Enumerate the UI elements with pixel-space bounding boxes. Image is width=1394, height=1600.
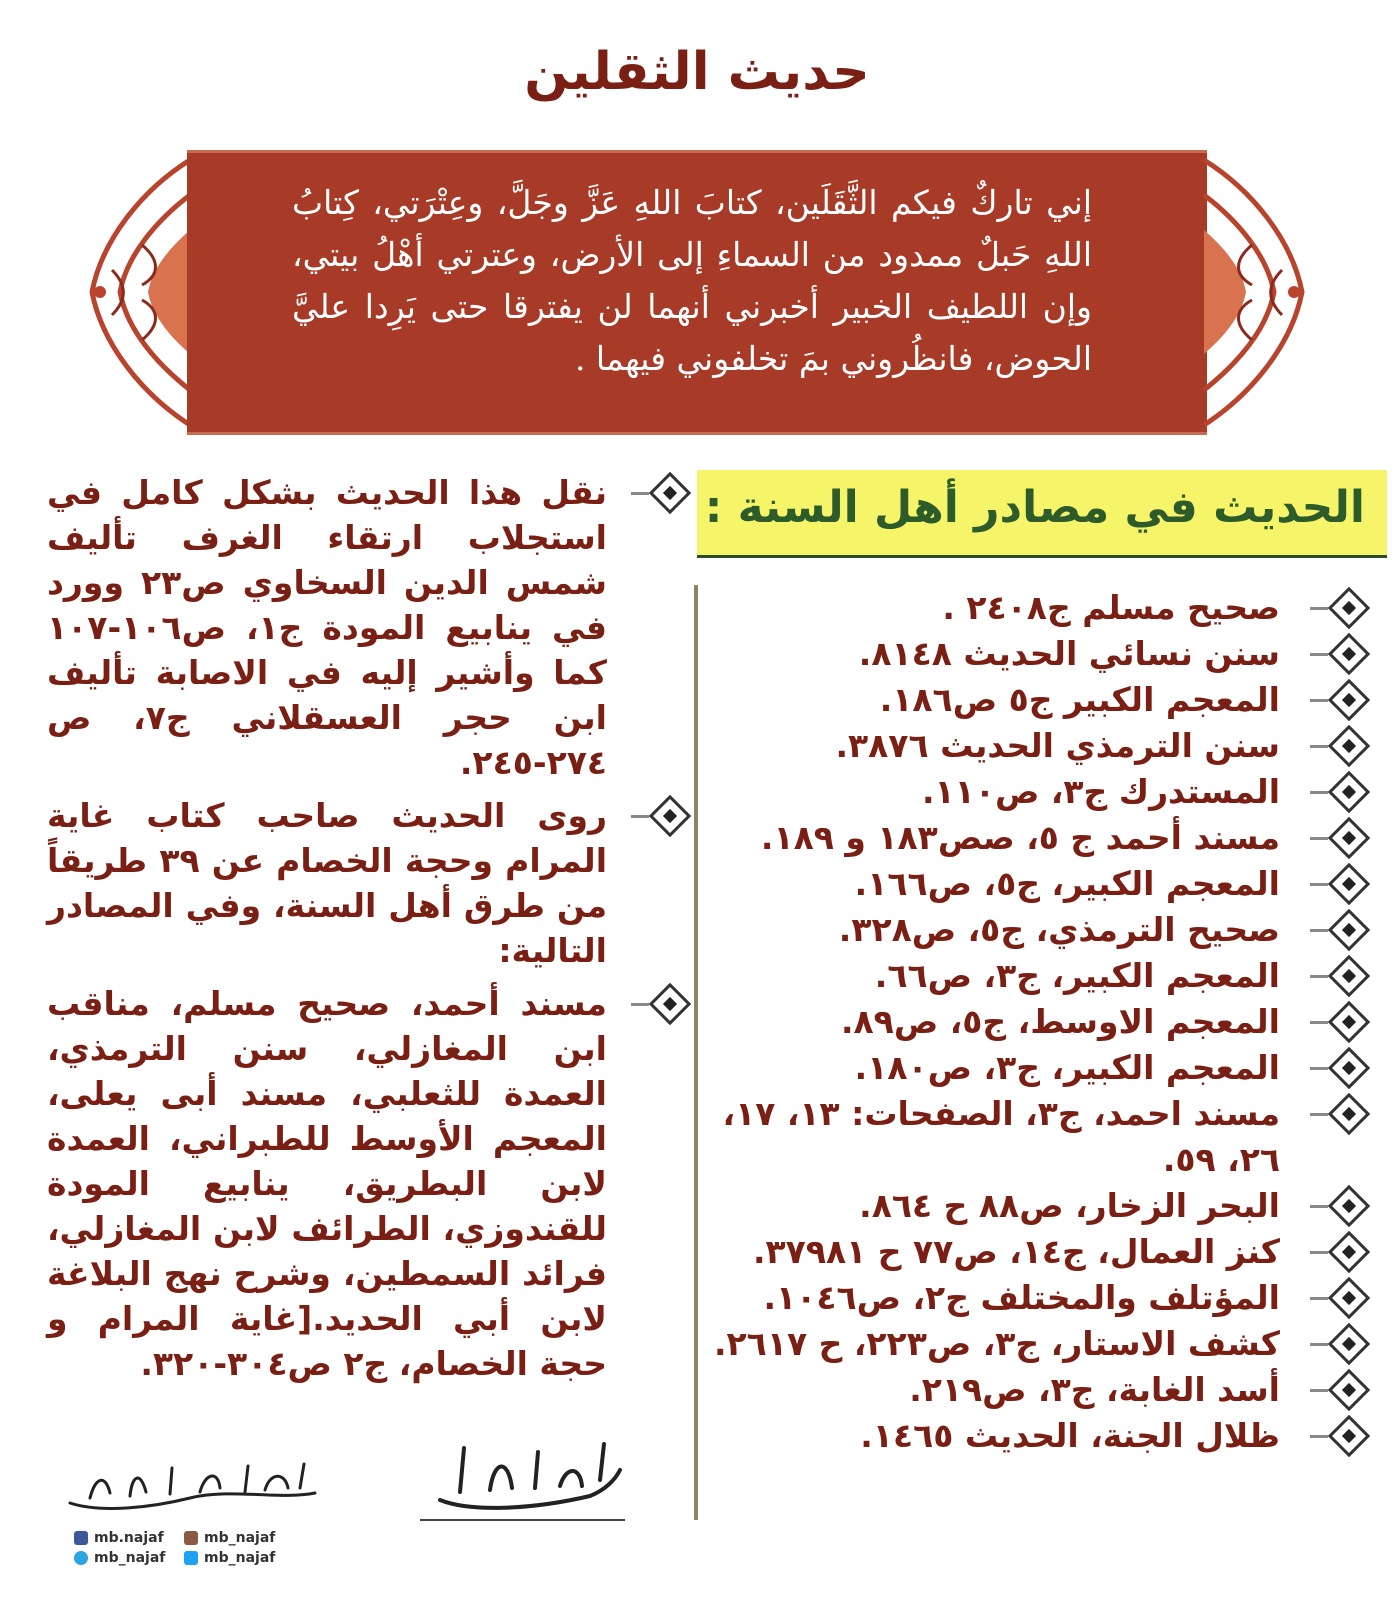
section-heading-text: الحديث في مصادر أهل السنة : xyxy=(704,482,1365,533)
source-text: صحيح الترمذي، ج٥، ص٣٢٨. xyxy=(838,910,1280,949)
left-ornament-icon xyxy=(82,150,192,435)
note-item xyxy=(47,470,689,785)
list-item xyxy=(712,999,1372,1045)
note-text: مسند أحمد، صحيح مسلم، مناقب ابن المغازلي، سنن الترمذي، العمدة للثعلبي، مسند أبى يعلى، المعجم الأوسط للطبراني، العمدة لابن البطريق، ينابيع المودة للقندوزي، الطرائف لابن المغازلي، فرائد السمطين، وشرح نهج البلاغة لابن أبي الحديد.[غاية المرام و حجة الخصام، ج٢ ص٣٠٤-٣٢٠. xyxy=(47,984,607,1383)
telegram-handle[interactable]: mb_najaf xyxy=(74,1550,184,1566)
diamond-bullet-icon xyxy=(631,801,685,831)
telegram-icon xyxy=(74,1551,88,1565)
instagram-handle[interactable]: mb_najaf xyxy=(184,1530,294,1546)
source-text: صحيح مسلم ج٢٤٠٨ . xyxy=(942,588,1280,627)
banner-panel xyxy=(187,150,1207,435)
note-item xyxy=(47,981,689,1386)
list-item xyxy=(712,907,1372,953)
diamond-bullet-icon xyxy=(1310,1237,1364,1267)
social-handles xyxy=(74,1530,294,1566)
wikipedia-calligraphy-logo xyxy=(420,1430,630,1525)
source-text: كنز العمال، ج١٤، ص٧٧ ح ٣٧٩٨١. xyxy=(752,1232,1280,1271)
diamond-bullet-icon xyxy=(1310,777,1364,807)
diamond-bullet-icon xyxy=(1310,593,1364,623)
facebook-handle[interactable]: mb.najaf xyxy=(74,1530,184,1546)
list-item xyxy=(712,677,1372,723)
source-text: كشف الاستار، ج٣، ص٢٢٣، ح ٢٦١٧. xyxy=(713,1324,1280,1363)
instagram-icon xyxy=(184,1531,198,1545)
diamond-bullet-icon xyxy=(1310,1375,1364,1405)
list-item xyxy=(712,1367,1372,1413)
source-text: مسند احمد، ج٣، الصفحات: ١٣، ١٧، ٢٦، ٥٩. xyxy=(722,1094,1280,1179)
list-item xyxy=(712,585,1372,631)
diamond-bullet-icon xyxy=(1310,731,1364,761)
list-item xyxy=(712,1091,1372,1183)
list-item xyxy=(712,769,1372,815)
diamond-bullet-icon xyxy=(1310,1007,1364,1037)
diamond-bullet-icon xyxy=(631,478,685,508)
list-item xyxy=(712,815,1372,861)
diamond-bullet-icon xyxy=(1310,961,1364,991)
hadith-banner xyxy=(82,150,1312,435)
list-item xyxy=(712,1413,1372,1459)
diamond-bullet-icon xyxy=(1310,869,1364,899)
diamond-bullet-icon xyxy=(1310,1099,1364,1129)
source-text: المعجم الكبير، ج٣، ص١٨٠. xyxy=(854,1048,1280,1087)
twitter-icon xyxy=(184,1551,198,1565)
diamond-bullet-icon xyxy=(1310,1329,1364,1359)
hadith-text: إني تاركٌ فيكم الثَّقَلَين، كتابَ اللهِ عَزَّ وجَلَّ، وعِتْرَتي، كِتابُ اللهِ حَبلٌ ممدود من السماءِ إلى الأرض، وعترتي أهْلُ بيتي، وإن اللطيف الخبير أخبرني أنهما لن يفترقا حتى يَرِدا عليَّ الحوض، فانظُروني بمَ تخلفوني فيهما . xyxy=(292,183,1092,378)
list-item xyxy=(712,631,1372,677)
source-text: المعجم الكبير ج٥ ص١٨٦. xyxy=(879,680,1280,719)
list-item xyxy=(712,1045,1372,1091)
diamond-bullet-icon xyxy=(1310,1283,1364,1313)
list-item xyxy=(712,1275,1372,1321)
source-text: المستدرك ج٣، ص١١٠. xyxy=(921,772,1280,811)
section-heading xyxy=(697,470,1387,558)
column-divider xyxy=(694,585,698,1520)
author-signature-logo xyxy=(60,1458,325,1518)
source-text: ظلال الجنة، الحديث ١٤٦٥. xyxy=(860,1416,1280,1455)
facebook-icon xyxy=(74,1531,88,1545)
notes-list xyxy=(47,470,689,1394)
diamond-bullet-icon xyxy=(1310,685,1364,715)
note-text: روى الحديث صاحب كتاب غاية المرام وحجة الخصام عن ٣٩ طريقاً من طرق أهل السنة، وفي المصادر التالية: xyxy=(47,796,608,970)
list-item xyxy=(712,1183,1372,1229)
list-item xyxy=(712,861,1372,907)
diamond-bullet-icon xyxy=(1310,823,1364,853)
source-text: المعجم الكبير، ج٣، ص٦٦. xyxy=(874,956,1280,995)
diamond-bullet-icon xyxy=(1310,1421,1364,1451)
source-text: المعجم الاوسط، ج٥، ص٨٩. xyxy=(840,1002,1280,1041)
source-text: سنن الترمذي الحديث ٣٨٧٦. xyxy=(835,726,1280,765)
source-text: مسند أحمد ج ٥، صص١٨٣ و ١٨٩. xyxy=(760,818,1280,857)
diamond-bullet-icon xyxy=(1310,1053,1364,1083)
note-item xyxy=(47,793,689,973)
list-item xyxy=(712,723,1372,769)
source-text: البحر الزخار، ص٨٨ ح ٨٦٤. xyxy=(859,1186,1280,1225)
list-item xyxy=(712,953,1372,999)
diamond-bullet-icon xyxy=(631,989,685,1019)
diamond-bullet-icon xyxy=(1310,915,1364,945)
twitter-handle[interactable]: mb_najaf xyxy=(184,1550,294,1566)
diamond-bullet-icon xyxy=(1310,639,1364,669)
source-text: المعجم الكبير، ج٥، ص١٦٦. xyxy=(854,864,1280,903)
source-text: المؤتلف والمختلف ج٢، ص١٠٤٦. xyxy=(763,1278,1280,1317)
right-ornament-icon xyxy=(1202,150,1312,435)
source-text: سنن نسائي الحديث ٨١٤٨. xyxy=(858,634,1280,673)
note-text: نقل هذا الحديث بشكل كامل في استجلاب ارتقاء الغرف تأليف شمس الدين السخاوي ص٢٣ وورد في ينابيع المودة ج١، ص١٠٦-١٠٧ كما وأشير إليه في الاصابة تأليف ابن حجر العسقلاني ج٧، ص ٢٧٤-٢٤٥. xyxy=(47,473,607,782)
diamond-bullet-icon xyxy=(1310,1191,1364,1221)
page-title: حديث الثقلين xyxy=(524,42,870,102)
list-item xyxy=(712,1229,1372,1275)
list-item xyxy=(712,1321,1372,1367)
source-text: أسد الغابة، ج٣، ص٢١٩. xyxy=(909,1370,1280,1409)
sources-list xyxy=(712,585,1372,1459)
